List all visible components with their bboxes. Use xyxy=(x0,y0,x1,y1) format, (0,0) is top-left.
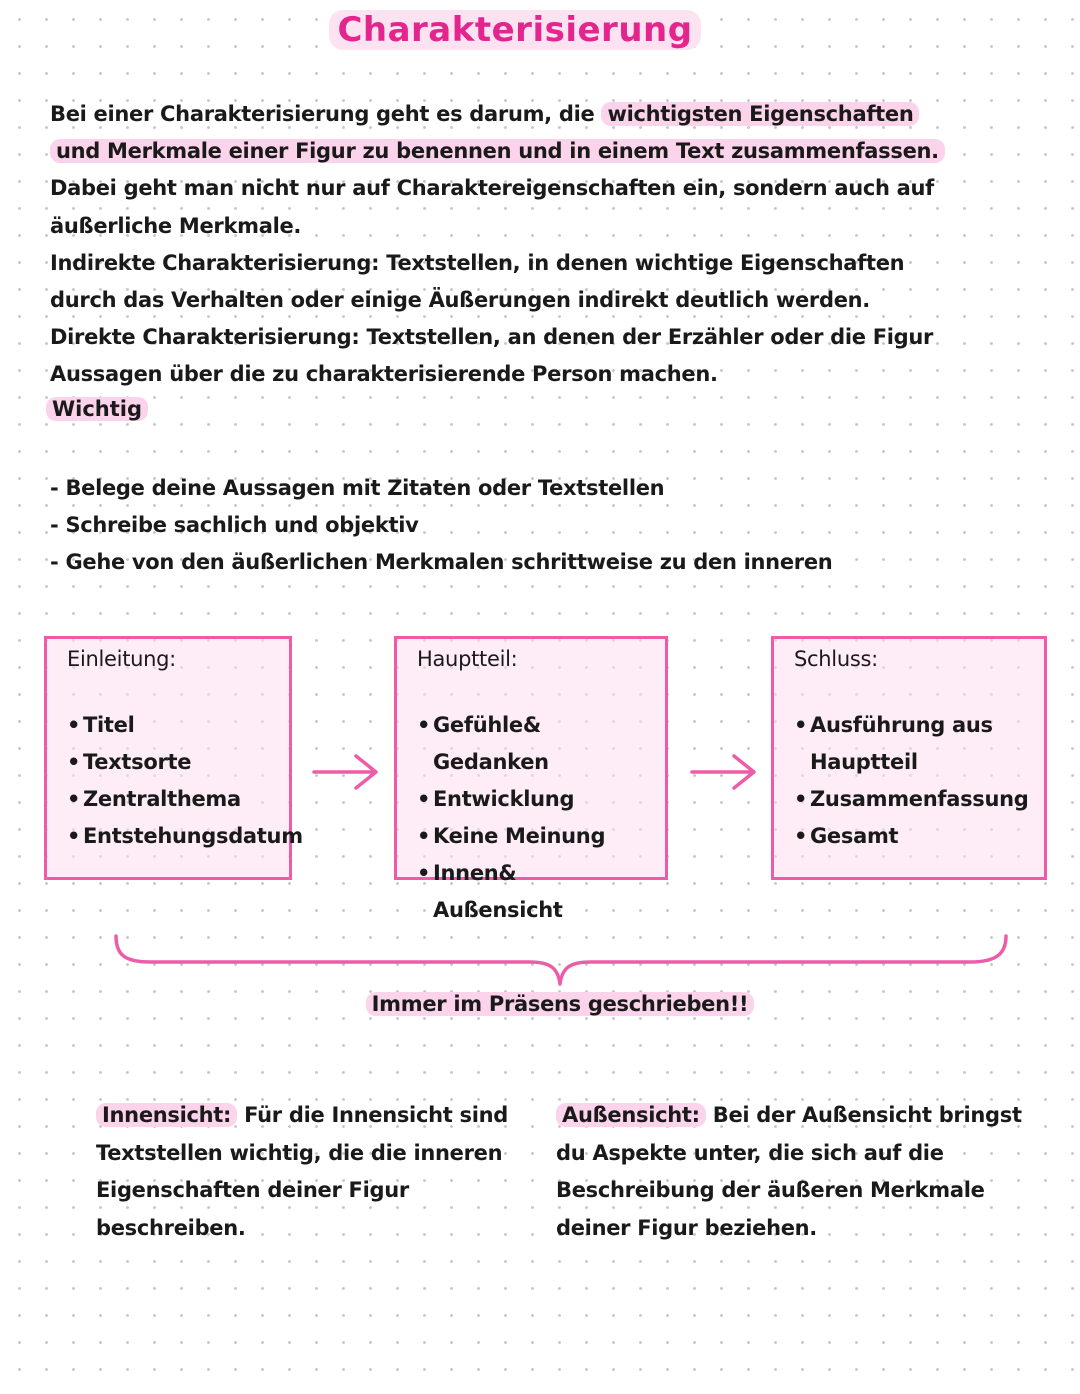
intro-text xyxy=(50,96,960,394)
page-title: Charakterisierung xyxy=(0,10,1030,50)
direkt-definition: Direkte Charakterisierung: Textstellen, an denen der Erzähler oder die Figur Aussagen über die zu charakterisierende Person machen. xyxy=(50,325,934,387)
box-heading: Schluss: xyxy=(794,647,878,671)
curly-brace-icon xyxy=(110,930,1015,990)
list-item: • Entstehungsdatum xyxy=(67,818,269,855)
schluss-box xyxy=(771,636,1047,880)
intro-highlight: wichtigsten Eigenschaften und Merkmale einer Figur zu benennen und in einem Text zusammenfassen. xyxy=(50,102,945,163)
list-item: • Zentralthema xyxy=(67,781,269,818)
box-heading: Einleitung: xyxy=(67,647,176,671)
list-item: • Gefühle& Gedanken xyxy=(417,707,645,781)
list-item: - Gehe von den äußerlichen Merkmalen schrittweise zu den inneren xyxy=(50,544,832,581)
arrow-right-icon xyxy=(688,752,760,792)
aussensicht-label: Außensicht: xyxy=(556,1103,706,1127)
box-list xyxy=(67,707,303,855)
wichtig-label: Wichtig xyxy=(46,397,148,421)
indirekt-definition: Indirekte Charakterisierung: Textstellen, in denen wichtige Eigenschaften durch das Verhalten oder einige Äußerungen indirekt deutlich werden. xyxy=(50,250,905,313)
box-heading: Hauptteil: xyxy=(417,647,518,671)
praesens-note: Immer im Präsens geschrieben!! xyxy=(0,992,1080,1016)
list-item: • Ausführung aus Hauptteil xyxy=(794,707,1024,781)
innensicht-section xyxy=(96,1097,526,1247)
aussensicht-section xyxy=(556,1097,1036,1247)
list-item: • Entwicklung xyxy=(417,781,645,818)
list-item: - Schreibe sachlich und objektiv xyxy=(50,507,832,544)
list-item: • Zusammenfassung xyxy=(794,781,1024,818)
intro-paragraph: Bei einer Charakterisierung geht es darum, die wichtigsten Eigenschaften und Merkmale einer Figur zu benennen und in einem Text zusammenfassen. Dabei geht man nicht nur auf Charaktereigenschaften ein, sondern auch auf äußerliche Merkmale. xyxy=(50,96,960,245)
innensicht-label: Innensicht: xyxy=(96,1103,237,1127)
aussensicht-text: Bei der Außensicht bringst du Aspekte unter, die sich auf die Beschreibung der äußeren Merkmale deiner Figur beziehen. xyxy=(556,1103,1022,1240)
list-item: • Gesamt xyxy=(794,818,1024,855)
hauptteil-box xyxy=(394,636,668,922)
box-list xyxy=(794,707,1029,855)
box-list xyxy=(417,707,645,929)
list-item: • Titel xyxy=(67,707,269,744)
list-item: - Belege deine Aussagen mit Zitaten oder Textstellen xyxy=(50,470,832,507)
list-item: • Textsorte xyxy=(67,744,269,781)
arrow-right-icon xyxy=(310,752,382,792)
list-item: • Keine Meinung xyxy=(417,818,645,855)
einleitung-box xyxy=(44,636,303,880)
innensicht-text: Für die Innensicht sind Textstellen wichtig, die die inneren Eigenschaften deiner Figur beschreiben. xyxy=(96,1103,508,1240)
list-item: • Innen& Außensicht xyxy=(417,855,645,929)
rules-list xyxy=(50,470,832,581)
